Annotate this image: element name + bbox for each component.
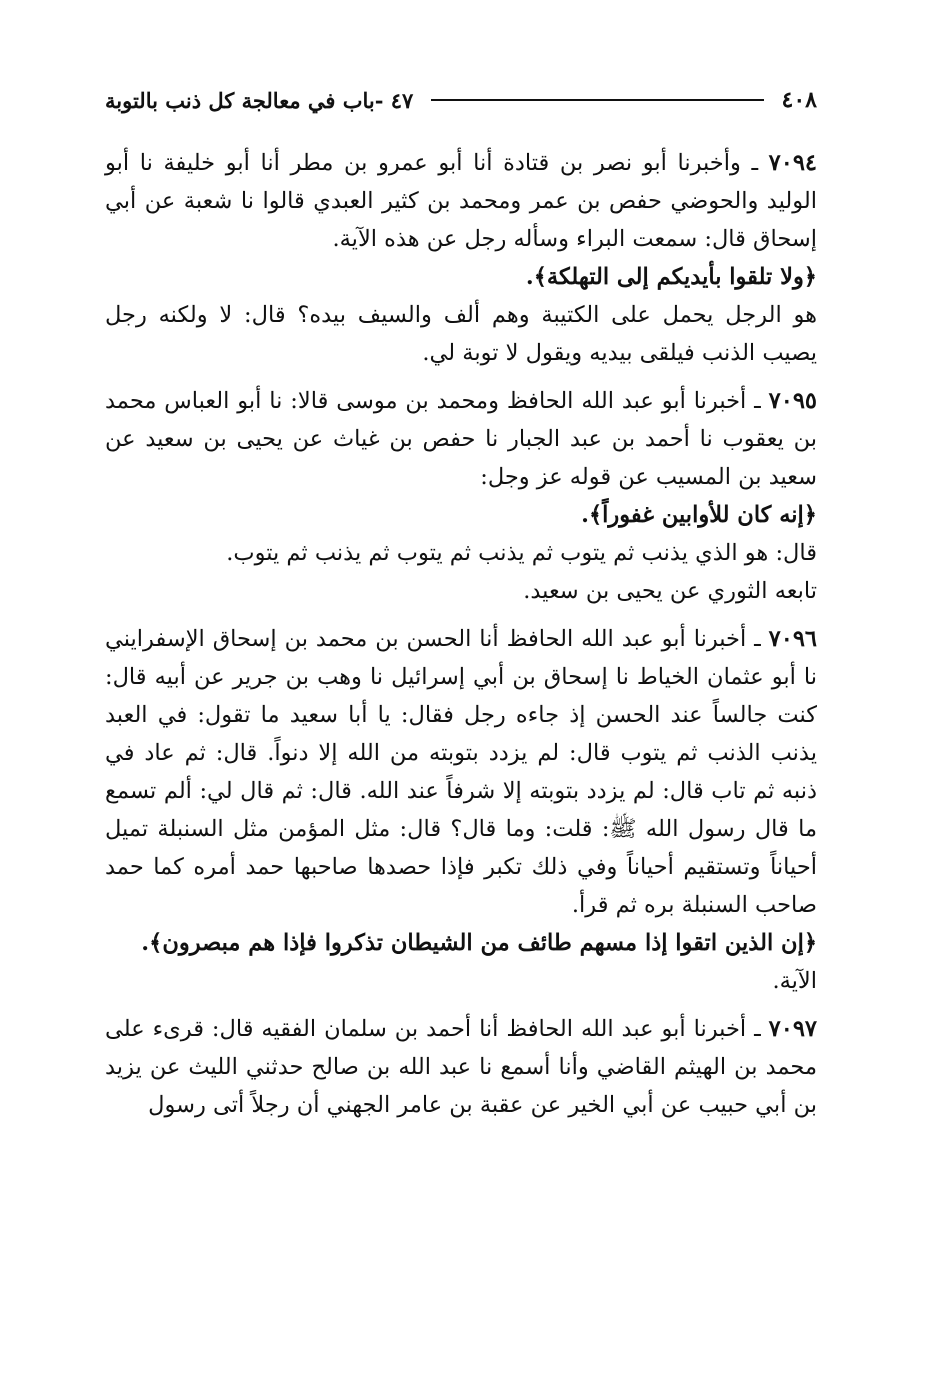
quran-verse: ﴿إن الذين اتقوا إذا مسهم طائف من الشيطان تذكروا فإذا هم مبصرون﴾. — [141, 930, 817, 956]
hadith-text: ـ أخبرنا أبو عبد الله الحافظ ومحمد بن موسى قالا: نا أبو العباس محمد بن يعقوب نا أحمد بن عبد الجبار نا حفص بن غياث عن يحيى بن سعيد عن سعيد بن المسيب عن قوله عز وجل: — [105, 388, 817, 490]
hadith-number: ٧٠٩٥ — [768, 388, 817, 414]
quran-verse: ﴿ولا تلقوا بأيديكم إلى التهلكة﴾. — [525, 264, 817, 290]
hadith-7096 — [105, 620, 817, 924]
page-body — [105, 144, 817, 1124]
commentary-paragraph: هو الرجل يحمل على الكتيبة وهم ألف والسيف بيده؟ قال: لا ولكنه رجل يصيب الذنب فيلقى بيديه ويقول لا توبة لي. — [105, 302, 817, 366]
quran-verse: ﴿إنه كان للأوابين غفوراً﴾. — [581, 502, 817, 528]
commentary-paragraph: قال: هو الذي يذنب ثم يتوب ثم يذنب ثم يتوب ثم يذنب ثم يتوب. — [226, 540, 817, 566]
running-header — [105, 80, 817, 120]
hadith-text: ـ أخبرنا أبو عبد الله الحافظ أنا أحمد بن سلمان الفقيه قال: قرىء على محمد بن الهيثم القاضي وأنا أسمع نا عبد الله بن صالح حدثني الليث عن يزيد بن أبي حبيب عن أبي الخير عن عقبة بن عامر الجهني أن رجلاً أتى رسول — [105, 1016, 817, 1118]
hadith-number: ٧٠٩٤ — [768, 150, 817, 176]
narration-note: تابعه الثوري عن يحيى بن سعيد. — [523, 578, 817, 604]
book-page — [105, 80, 817, 1124]
chapter-title: ٤٧ -باب في معالجة كل ذنب بالتوبة — [105, 87, 414, 113]
hadith-number: ٧٠٩٦ — [768, 626, 817, 652]
hadith-7097 — [105, 1010, 817, 1124]
hadith-7095 — [105, 382, 817, 496]
hadith-text: ـ أخبرنا أبو عبد الله الحافظ أنا الحسن بن محمد بن إسحاق الإسفرايني نا أبو عثمان الخياط نا إسحاق بن أبي إسرائيل نا وهب بن جرير عن أبيه قال: كنت جالساً عند الحسن إذ جاءه رجل فقال: يا أبا سعيد ما تقول: في العبد يذنب الذنب ثم يتوب قال: لم يزدد بتوبته من الله إلا دنواً. قال: ثم عاد في ذنبه ثم تاب قال: لم يزدد بتوبته إلا شرفاً عند الله. قال: ثم قال لي: ألم تسمع ما قال رسول الله ﷺ: قلت: وما قال؟ قال: مثل المؤمن مثل السنبلة تميل أحياناً وتستقيم أحياناً وفي ذلك تكبر فإذا حصدها صاحبها حمد أمره كما حمد صاحب السنبلة بره ثم قرأ. — [105, 626, 817, 918]
hadith-number: ٧٠٩٧ — [768, 1016, 817, 1042]
hadith-7094 — [105, 144, 817, 258]
header-rule — [431, 99, 763, 101]
verse-note: الآية. — [772, 968, 817, 994]
page-number: ٤٠٨ — [781, 87, 817, 113]
hadith-text: ـ وأخبرنا أبو نصر بن قتادة أنا أبو عمرو بن مطر أنا أبو خليفة نا أبو الوليد والحوضي حفص بن عمر ومحمد بن كثير العبدي قالوا نا شعبة عن أبي إسحاق قال: سمعت البراء وسأله رجل عن هذه الآية. — [105, 150, 817, 252]
